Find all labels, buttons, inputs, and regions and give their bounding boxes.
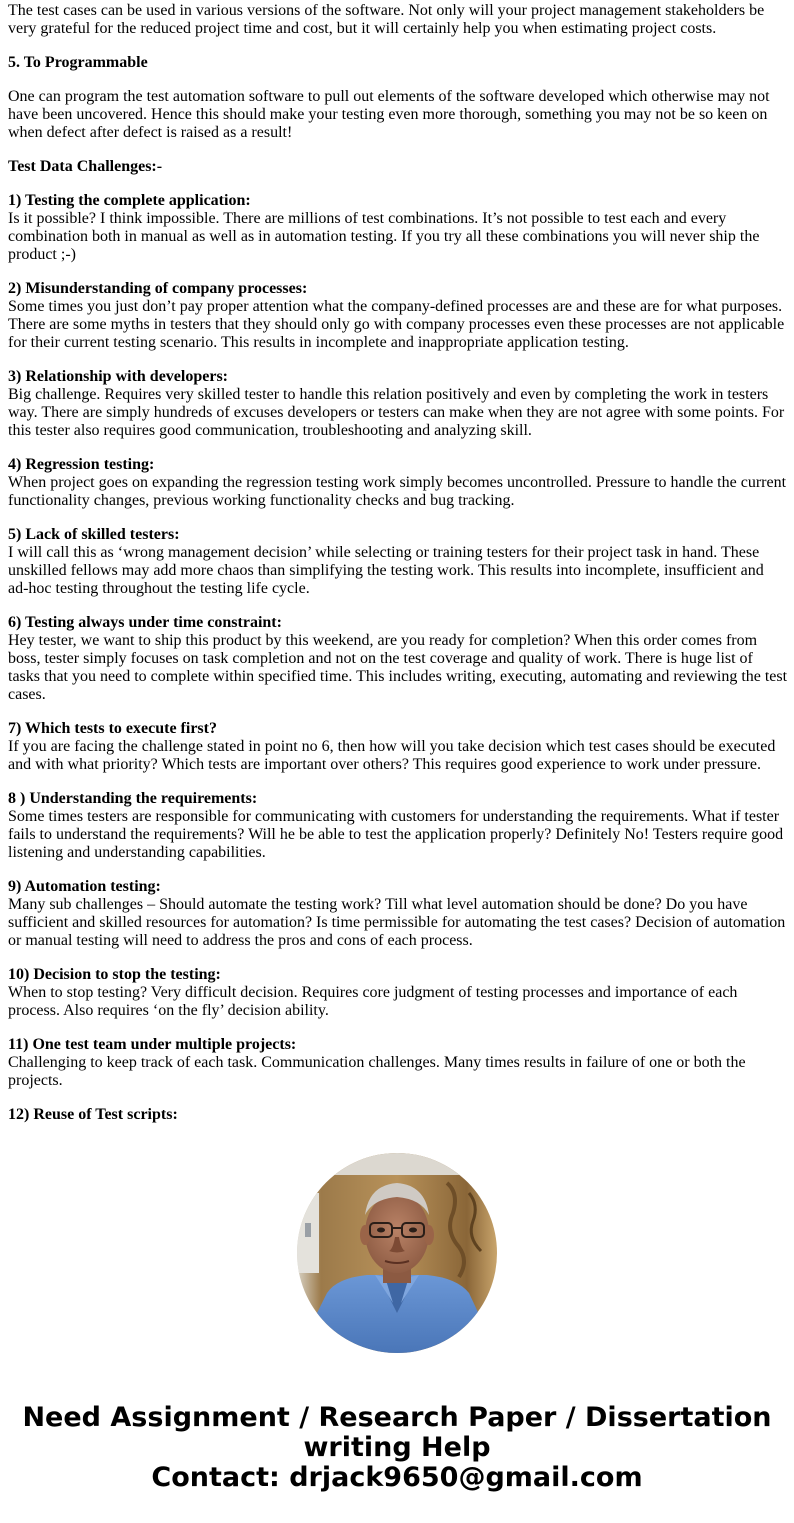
challenge-item (8, 368, 788, 440)
challenge-title: 6) Testing always under time constraint: (8, 614, 282, 631)
challenge-title: 2) Misunderstanding of company processes: (8, 280, 308, 297)
intro-paragraph: The test cases can be used in various versions of the software. Not only will your project management stakeholders be very grateful for the reduced project time and cost, but it will certainly help you when estimating project costs. (8, 2, 765, 37)
challenge-body: Big challenge. Requires very skilled tester to handle this relation positively and even by completing the work in testers way. There are simply hundreds of excuses developers or testers can make when they are not agree with some points. For this tester also requires good communication, troubleshooting and analyzing skill. (8, 386, 785, 439)
author-portrait (297, 1153, 497, 1353)
challenge-title: 12) Reuse of Test scripts: (8, 1106, 178, 1123)
challenge-title: 1) Testing the complete application: (8, 192, 251, 209)
challenge-item (8, 1106, 788, 1124)
footer-line: writing Help (303, 1432, 491, 1463)
challenge-body: If you are facing the challenge stated in point no 6, then how will you take decision which test cases should be executed and with what priority? Which tests are important over others? This requires good experience to work under pressure. (8, 738, 776, 773)
challenge-body: I will call this as ‘wrong management decision’ while selecting or training testers for their project task in hand. These unskilled fellows may add more chaos than simplifying the testing work. This results into incomplete, insufficient and ad-hoc testing throughout the testing life cycle. (8, 544, 764, 597)
challenge-title: 8 ) Understanding the requirements: (8, 790, 258, 807)
challenge-item (8, 790, 788, 862)
challenge-title: 5) Lack of skilled testers: (8, 526, 180, 543)
programmable-heading: 5. To Programmable (8, 54, 148, 71)
challenge-title: 3) Relationship with developers: (8, 368, 228, 385)
footer-line: Need Assignment / Research Paper / Dissertation (22, 1402, 772, 1433)
challenge-body: Is it possible? I think impossible. There are millions of test combinations. It’s not possible to test each and every combination both in manual as well as in automation testing. If you try all these combinations you will never ship the product ;-) (8, 210, 760, 263)
programmable-paragraph: One can program the test automation software to pull out elements of the software developed which otherwise may not have been uncovered. Hence this should make your testing even more thorough, something you may not be so keen on when defect after defect is raised as a result! (8, 88, 770, 141)
challenge-item (8, 878, 788, 950)
footer-banner (0, 1403, 794, 1493)
challenges-heading: Test Data Challenges:- (8, 158, 163, 175)
challenge-title: 10) Decision to stop the testing: (8, 966, 221, 983)
challenge-title: 4) Regression testing: (8, 456, 155, 473)
challenge-item (8, 192, 788, 264)
challenge-body: Some times testers are responsible for communicating with customers for understanding the requirements. What if tester fails to understand the requirements? Will he be able to test the application properly? Definitely No! Testers require good listening and understanding capabilities. (8, 808, 784, 861)
challenge-body: When to stop testing? Very difficult decision. Requires core judgment of testing processes and importance of each process. Also requires ‘on the fly’ decision ability. (8, 984, 738, 1019)
challenge-title: 7) Which tests to execute first? (8, 720, 217, 737)
challenge-body: When project goes on expanding the regression testing work simply becomes uncontrolled. Pressure to handle the current functionality changes, previous working functionality checks and bug tracking. (8, 474, 787, 509)
challenge-title: 9) Automation testing: (8, 878, 161, 895)
challenge-item (8, 966, 788, 1020)
challenge-body: Some times you just don’t pay proper attention what the company-defined processes are and these are for what purposes. There are some myths in testers that they should only go with company processes even these processes are not applicable for their current testing scenario. This results in incomplete and inappropriate application testing. (8, 298, 785, 351)
challenge-item (8, 526, 788, 598)
challenge-item (8, 614, 788, 704)
challenge-body: Challenging to keep track of each task. Communication challenges. Many times results in failure of one or both the projects. (8, 1054, 746, 1089)
challenge-body: Many sub challenges – Should automate the testing work? Till what level automation should be done? Do you have sufficient and skilled resources for automation? Is time permissible for automating the test cases? Decision of automation or manual testing will need to address the pros and cons of each process. (8, 896, 786, 949)
challenge-item (8, 456, 788, 510)
portrait-icon (297, 1153, 497, 1353)
challenge-body: Hey tester, we want to ship this product by this weekend, are you ready for completion? When this order comes from boss, tester simply focuses on task completion and not on the test coverage and quality of work. There is huge list of tasks that you need to complete within specified time. This includes writing, executing, automating and reviewing the test cases. (8, 632, 788, 703)
article-content (8, 2, 788, 1140)
challenge-item (8, 280, 788, 352)
challenge-item (8, 720, 788, 774)
challenge-item (8, 1036, 788, 1090)
challenge-title: 11) One test team under multiple projects: (8, 1036, 297, 1053)
footer-contact: Contact: drjack9650@gmail.com (151, 1462, 643, 1493)
